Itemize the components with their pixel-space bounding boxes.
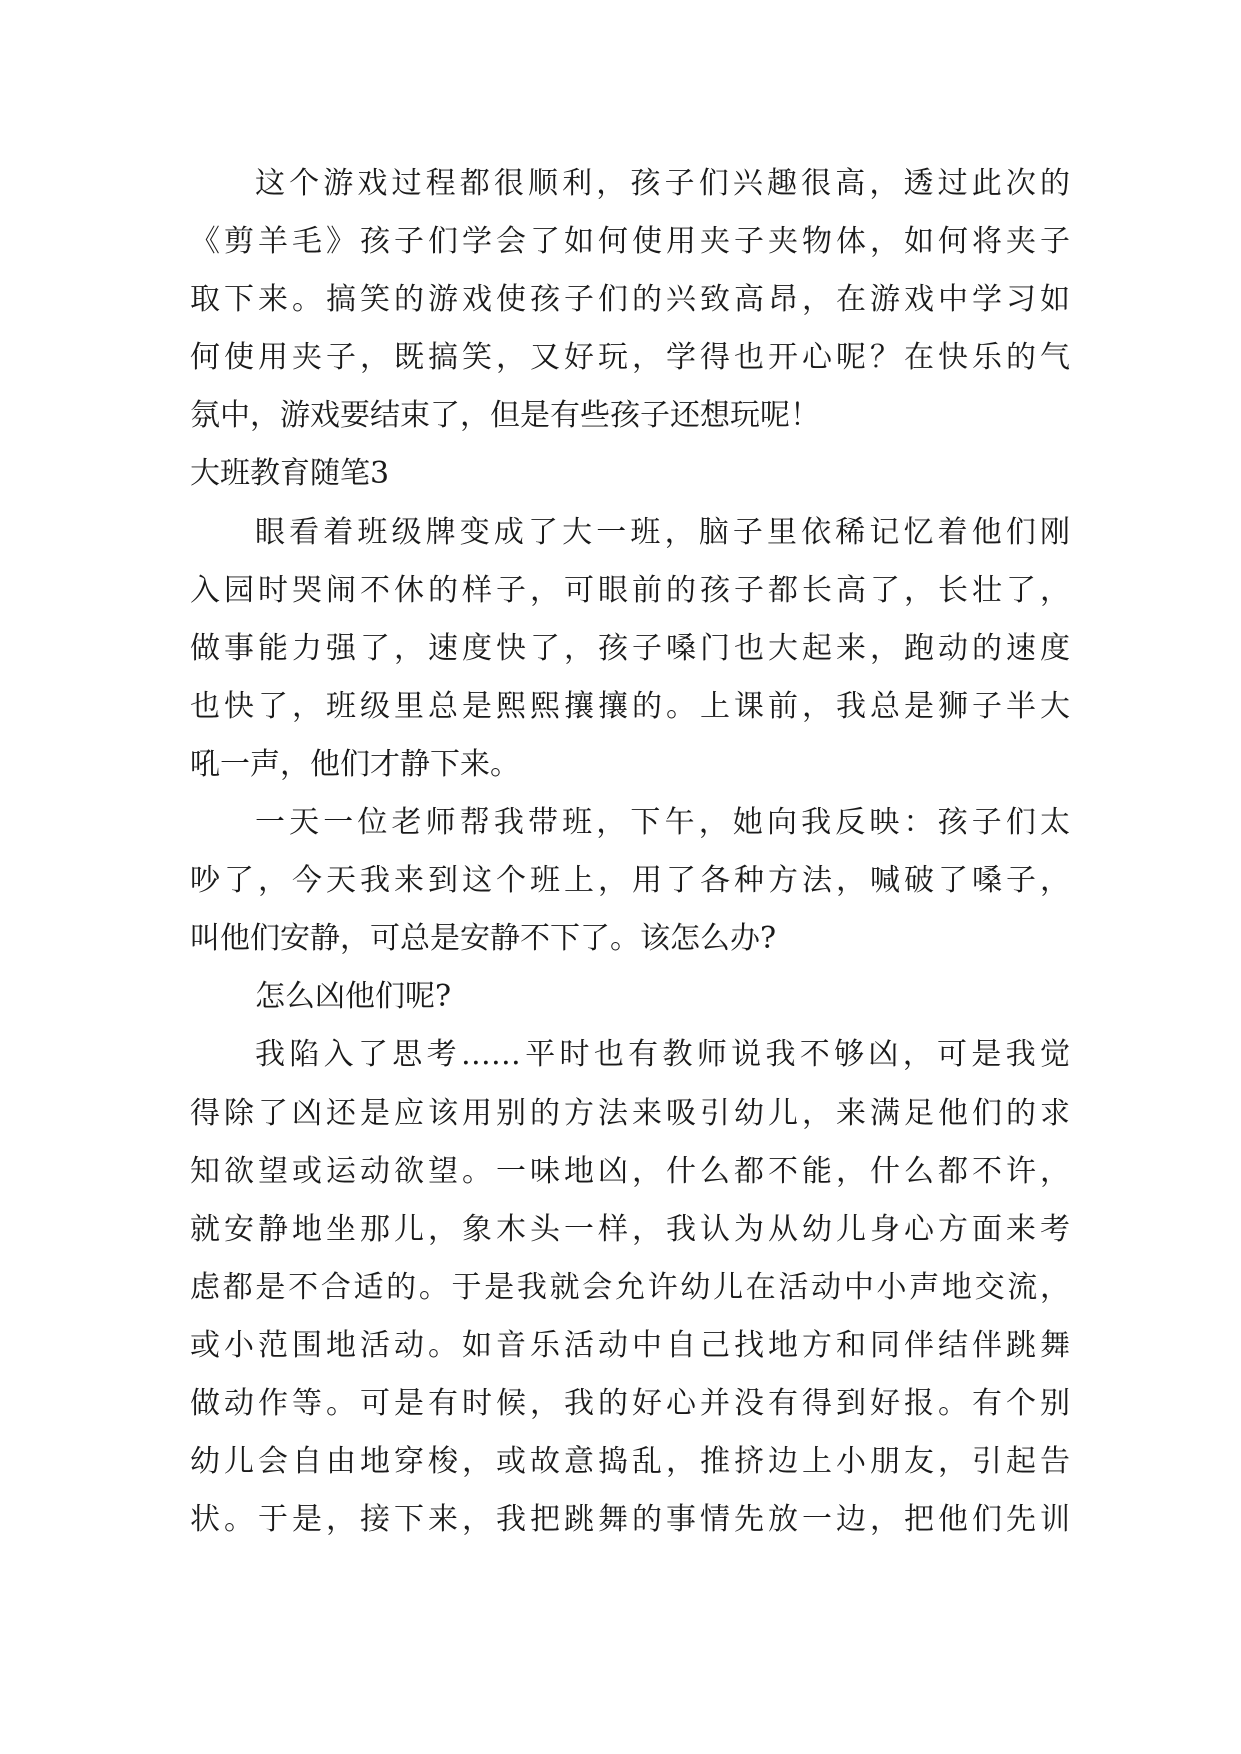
paragraph-line: 这个游戏过程都很顺利，孩子们兴趣很高，透过此次的: [255, 166, 1070, 201]
paragraph-line: 做动作等。可是有时候，我的好心并没有得到好报。有个别: [190, 1385, 1070, 1421]
paragraph-line: 何使用夹子，既搞笑，又好玩，学得也开心呢？在快乐的气: [190, 340, 1070, 376]
paragraph-line: 我陷入了思考……平时也有教师说我不够凶，可是我觉: [255, 1037, 1070, 1073]
paragraph-line: 知欲望或运动欲望。一味地凶，什么都不能，什么都不许，: [190, 1153, 1070, 1189]
section-heading: 大班教育随笔3: [190, 456, 390, 492]
paragraph-line: 怎么凶他们呢?: [255, 979, 452, 1015]
paragraph-line: 氛中，游戏要结束了，但是有些孩子还想玩呢！: [190, 398, 820, 434]
paragraph-line: 就安静地坐那儿，象木头一样，我认为从幼儿身心方面来考: [190, 1211, 1070, 1247]
paragraph-line: 做事能力强了，速度快了，孩子嗓门也大起来，跑动的速度: [190, 630, 1070, 666]
paragraph-line: 得除了凶还是应该用别的方法来吸引幼儿，来满足他们的求: [190, 1095, 1070, 1131]
paragraph-line: 或小范围地活动。如音乐活动中自己找地方和同伴结伴跳舞: [190, 1327, 1070, 1363]
paragraph-line: 吵了，今天我来到这个班上，用了各种方法，喊破了嗓子，: [190, 863, 1070, 899]
paragraph-line: 一天一位老师帮我带班，下午，她向我反映：孩子们太: [255, 805, 1070, 841]
paragraph-line: 《剪羊毛》孩子们学会了如何使用夹子夹物体，如何将夹子: [190, 224, 1070, 260]
paragraph-line: 眼看着班级牌变成了大一班，脑子里依稀记忆着他们刚: [255, 514, 1070, 550]
paragraph-line: 叫他们安静，可总是安静不下了。该怎么办?: [190, 921, 777, 957]
paragraph-line: 幼儿会自由地穿梭，或故意捣乱，推挤边上小朋友，引起告: [190, 1444, 1070, 1480]
paragraph-line: 状。于是，接下来，我把跳舞的事情先放一边，把他们先训: [190, 1502, 1070, 1538]
document-body: [190, 155, 1070, 1549]
paragraph-line: 入园时哭闹不休的样子，可眼前的孩子都长高了，长壮了，: [190, 572, 1070, 608]
paragraph-line: 取下来。搞笑的游戏使孩子们的兴致高昂，在游戏中学习如: [190, 282, 1070, 318]
paragraph-line: 吼一声，他们才静下来。: [190, 746, 520, 782]
paragraph-line: 也快了，班级里总是熙熙攘攘的。上课前，我总是狮子半大: [190, 688, 1070, 724]
paragraph-line: 虑都是不合适的。于是我就会允许幼儿在活动中小声地交流，: [190, 1269, 1070, 1305]
